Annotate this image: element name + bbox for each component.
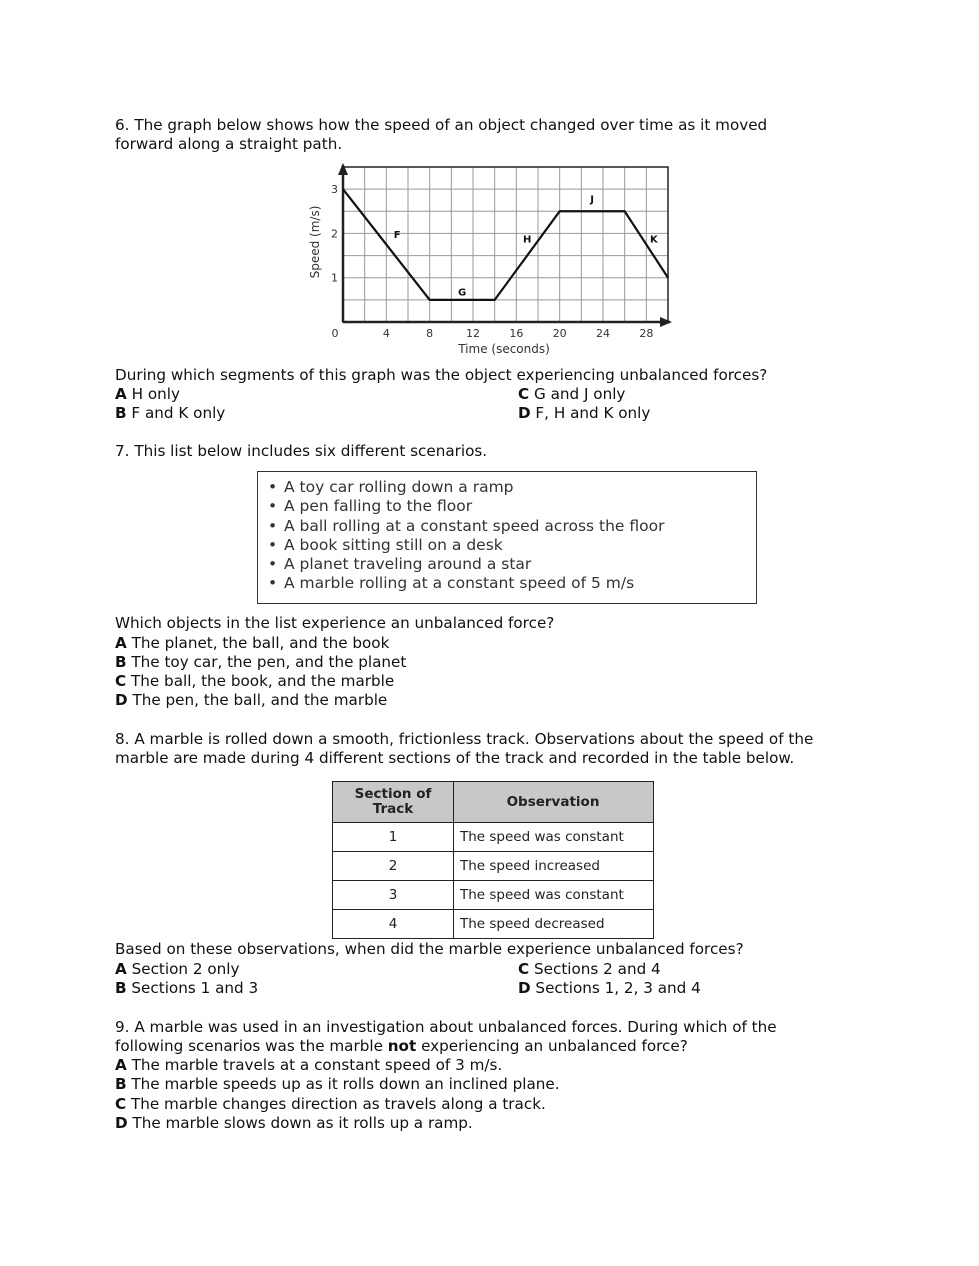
- x-tick-label: 8: [426, 327, 434, 340]
- scenario-item: • A ball rolling at a constant speed across the floor: [268, 516, 665, 535]
- q8-stem-line1: 8. A marble is rolled down a smooth, frictionless track. Observations about the speed of the: [115, 730, 814, 748]
- segment-label: H: [522, 234, 532, 246]
- x-tick-label: 4: [382, 327, 390, 340]
- q9-option-a[interactable]: A The marble travels at a constant speed of 3 m/s.: [115, 1056, 503, 1074]
- q8-option-b[interactable]: B Sections 1 and 3: [115, 979, 259, 997]
- q6-stem-line1: 6. The graph below shows how the speed of an object changed over time as it moved: [115, 116, 768, 134]
- table-row: 3 The speed was constant: [333, 881, 654, 910]
- scenario-item: • A toy car rolling down a ramp: [268, 478, 514, 496]
- header-observation: Observation: [454, 782, 654, 823]
- x-tick-label: 28: [639, 327, 654, 340]
- bullet-icon: •: [268, 497, 278, 516]
- speed-time-graph: [300, 160, 680, 360]
- q7-stem: 7. This list below includes six different scenarios.: [115, 442, 488, 460]
- x-tick-label: 20: [552, 327, 567, 340]
- table-row: 1 The speed was constant: [333, 823, 654, 852]
- q9-stem-line1: 9. A marble was used in an investigation about unbalanced forces. During which of the: [115, 1018, 777, 1036]
- q7-option-c[interactable]: C The ball, the book, and the marble: [115, 672, 395, 690]
- x-axis-label: Time (seconds): [458, 342, 550, 356]
- scenario-item: • A pen falling to the floor: [268, 497, 473, 516]
- x-tick-label: 16: [509, 327, 524, 340]
- tick-labels: [331, 183, 653, 340]
- q6-option-a[interactable]: A H only: [115, 385, 180, 403]
- q7-option-a[interactable]: A The planet, the ball, and the book: [115, 634, 390, 652]
- table-row: 2 The speed increased: [333, 852, 654, 881]
- y-axis-arrow-icon: [338, 163, 348, 175]
- segment-label: J: [590, 194, 595, 206]
- x-tick-label: 24: [596, 327, 610, 340]
- segment-label: G: [458, 287, 467, 299]
- q7-option-b[interactable]: B The toy car, the pen, and the planet: [115, 653, 407, 671]
- table-header-row: [333, 782, 654, 823]
- q6-option-c[interactable]: C G and J only: [518, 385, 626, 403]
- emphasis-not: not: [387, 1037, 417, 1055]
- q8-option-c[interactable]: C Sections 2 and 4: [518, 960, 661, 978]
- graph-grid: [343, 167, 668, 322]
- x-tick-label: 12: [466, 327, 480, 340]
- q7-question: Which objects in the list experience an unbalanced force?: [115, 614, 555, 632]
- y-tick-label: 2: [331, 227, 338, 241]
- bullet-icon: •: [268, 574, 278, 593]
- q6-option-d[interactable]: D F, H and K only: [518, 404, 651, 422]
- q7-option-d[interactable]: D The pen, the ball, and the marble: [115, 691, 388, 709]
- scenario-item: • A book sitting still on a desk: [268, 535, 503, 554]
- x-tick-label: 0: [331, 327, 339, 340]
- segment-label: K: [650, 234, 658, 246]
- scenario-item: • A marble rolling at a constant speed of 5 m/s: [268, 574, 635, 593]
- table-row: 4 The speed decreased: [333, 910, 654, 939]
- q8-stem-line2: marble are made during 4 different sections of the track and recorded in the table below.: [115, 749, 795, 767]
- y-tick-label: 3: [331, 183, 338, 197]
- q6-question: During which segments of this graph was the object experiencing unbalanced forces?: [115, 366, 768, 384]
- segment-label: F: [393, 229, 401, 241]
- bullet-icon: •: [268, 516, 278, 535]
- y-tick-label: 1: [331, 271, 338, 285]
- speed-line: [343, 189, 668, 300]
- q8-question: Based on these observations, when did the marble experience unbalanced forces?: [115, 940, 744, 958]
- plot-border: [343, 167, 668, 322]
- y-axis-label: Speed (m/s): [308, 205, 322, 279]
- scenario-list-box: [257, 471, 757, 604]
- q8-option-a[interactable]: A Section 2 only: [115, 960, 240, 978]
- q9-stem-line2: following scenarios was the marble not experiencing an unbalanced force?: [115, 1037, 688, 1055]
- bullet-icon: •: [268, 535, 278, 554]
- segment-labels: [394, 194, 659, 298]
- q8-option-d[interactable]: D Sections 1, 2, 3 and 4: [518, 979, 701, 997]
- bullet-icon: •: [268, 478, 278, 496]
- observation-table: [332, 781, 654, 939]
- q6-stem-line2: forward along a straight path.: [115, 135, 343, 153]
- header-section: Section of Track: [333, 782, 454, 823]
- q9-option-b[interactable]: B The marble speeds up as it rolls down an inclined plane.: [115, 1075, 560, 1093]
- bullet-icon: •: [268, 555, 278, 574]
- q6-option-b[interactable]: B F and K only: [115, 404, 226, 422]
- q9-option-d[interactable]: D The marble slows down as it rolls up a ramp.: [115, 1114, 473, 1132]
- x-axis-arrow-icon: [660, 317, 672, 327]
- scenario-item: • A planet traveling around a star: [268, 555, 532, 574]
- q9-option-c[interactable]: C The marble changes direction as travels along a track.: [115, 1095, 546, 1113]
